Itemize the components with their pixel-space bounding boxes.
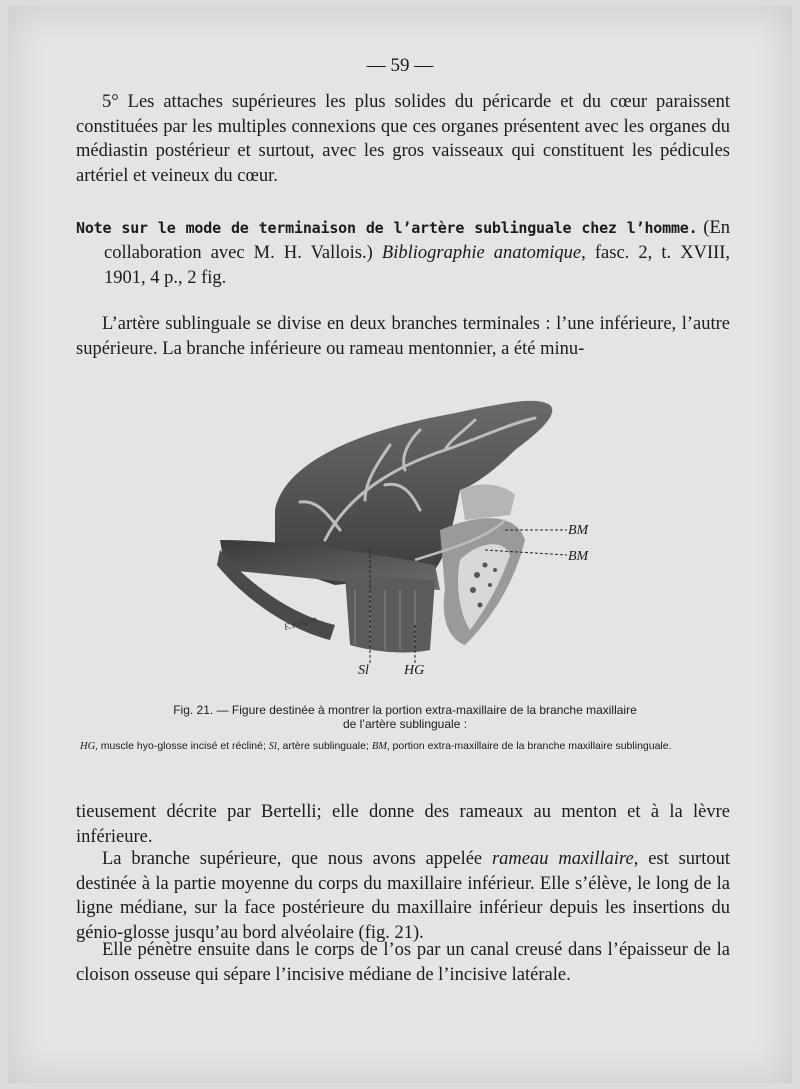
note-title: Note sur le mode de terminaison de l’artère sublinguale chez l’homme.: [76, 219, 698, 237]
figure-caption: [80, 703, 730, 731]
legend-si-text: artère sublinguale;: [279, 740, 372, 752]
paragraph-pericarde: [76, 90, 730, 188]
para4-term: rameau maxillaire: [491, 849, 634, 869]
paragraph-branche-superieure: [76, 847, 730, 945]
legend-bm-text: portion extra-maxillaire de la branche maxillaire sublinguale.: [389, 740, 672, 752]
bibliographic-note: [76, 216, 730, 291]
note-collaboration: (En collaboration avec M. H. Vallois.): [104, 218, 731, 263]
caption-line-1: Fig. 21. — Figure destinée à montrer la portion extra-maxillaire de la branche maxillaire: [173, 703, 637, 717]
paragraph-penetre-text: Elle pénètre ensuite dans le corps de l’os par un canal creusé dans l’épaisseur de la cloison osseuse qui sépare l’incisive médiane de l’incisive latérale.: [76, 940, 730, 985]
label-bm-lower: BM: [568, 549, 589, 564]
anatomical-figure: [215, 390, 605, 685]
legend-bm-abbr: BM,: [371, 741, 390, 752]
paragraph-artere: [76, 312, 730, 361]
engraver-signature: E.Pinçon: [282, 613, 318, 632]
paragraph-bertelli-text: tieusement décrite par Bertelli; elle donne des rameaux au menton et à la lèvre inférieure.: [76, 802, 730, 847]
paragraph-pericarde-text: 5° Les attaches supérieures les plus solides du péricarde et du cœur paraissent constituées par les multiples connexions que ces organes présentent avec les organes du médiastin postérieur et surtout, avec les gros vaisseaux qui constituent les pédicules artériel et veineux du cœur.: [76, 92, 730, 186]
note-journal: Bibliographie anatomique,: [381, 243, 586, 263]
para4-lead: La branche supérieure, que nous avons appelée: [102, 849, 492, 869]
paragraph-bertelli: [76, 800, 730, 849]
legend-hg-abbr: HG,: [80, 741, 98, 752]
label-bm-upper: BM: [568, 523, 589, 538]
page-number: — 59 —: [366, 55, 434, 76]
caption-line-2: de l’artère sublinguale :: [342, 717, 468, 731]
legend-si-abbr: Sl,: [268, 741, 280, 752]
paragraph-artere-text: L’artère sublinguale se divise en deux branches terminales : l’une inférieure, l’autre supérieure. La branche inférieure ou rameau mentonnier, a été minu-: [76, 314, 730, 359]
label-hg: HG: [404, 663, 425, 678]
note-details: fasc. 2, t. XVIII, 1901, 4 p., 2 fig.: [104, 243, 731, 288]
legend-hg-text: muscle hyo-glosse incisé et récliné;: [97, 740, 269, 752]
figure-legend: [80, 740, 730, 753]
label-si: Sl: [358, 663, 369, 678]
para4-rest: , est surtout destinée à la partie moyenne du corps du maxillaire inférieur. Elle s’élève, le long de la ligne médiane, sur la face postérieure du maxillaire inférieur depuis les insertions du génio-glosse jusqu’au bord alvéolaire (fig. 21).: [76, 849, 730, 943]
paragraph-penetre: [76, 938, 730, 987]
